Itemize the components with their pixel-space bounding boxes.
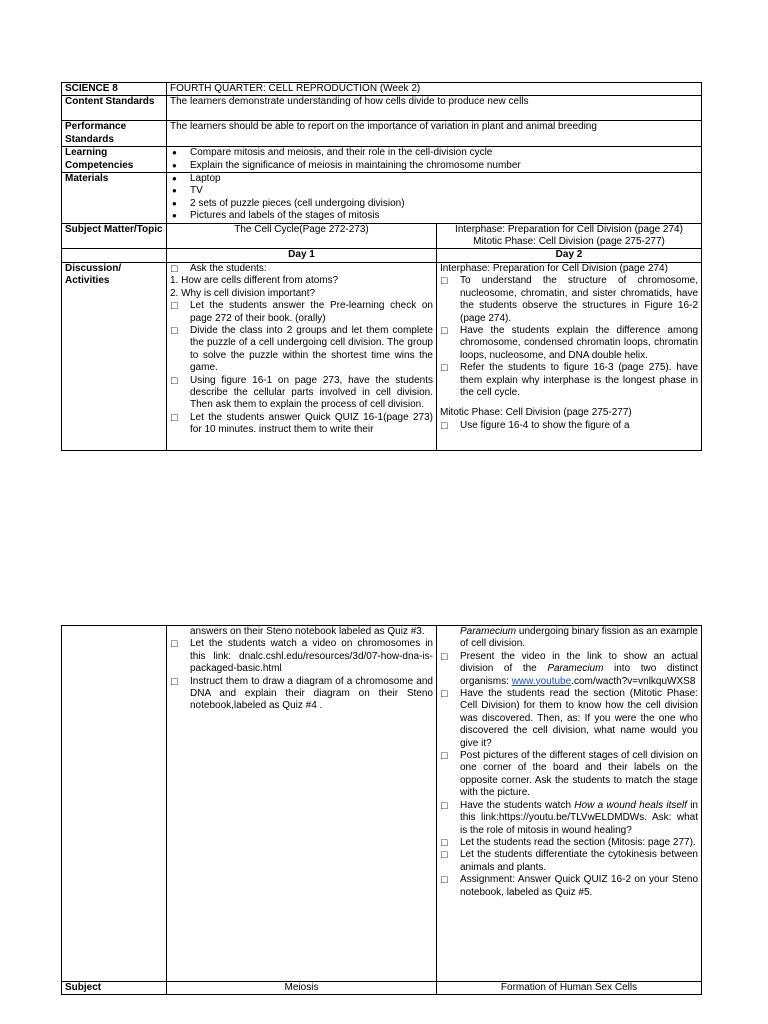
lesson-plan-table-page1 bbox=[61, 82, 702, 451]
video-text: into two distinct organisms: bbox=[460, 663, 698, 687]
activity-item: □ Let the students differentiate the cytokinesis between animals and plants. bbox=[440, 849, 698, 874]
discussion-label: Discussion/ Activities bbox=[62, 262, 167, 450]
competency-item: ● Explain the significance of meiosis in maintaining the chromosome number bbox=[170, 160, 698, 172]
activity-item: □ Have the students read the section (Mitotic Phase: Cell Division) for them to know how the cell division was discovered. Then, as: If you were the one who discovered the cell division, what name would you give it? bbox=[440, 688, 698, 750]
video-url-rest: .com/wacth?v=vnlkquWXS8 bbox=[571, 675, 696, 687]
activity-item: □ Assignment: Answer Quick QUIZ 16-2 on your Steno notebook, labeled as Quiz #5. bbox=[440, 874, 698, 899]
performance-standards-label: Performance Standards bbox=[62, 121, 167, 147]
activity-item bbox=[440, 800, 698, 837]
subject-day2-line1: Interphase: Preparation for Cell Division (page 274) bbox=[455, 223, 683, 235]
discussion-day2 bbox=[437, 262, 702, 450]
material-item: ● TV bbox=[170, 185, 698, 197]
activity-item: □ Let the students answer Quick QUIZ 16-1(page 273) for 10 minutes. instruct them to write their bbox=[170, 412, 433, 437]
content-standards-text: The learners demonstrate understanding of how cells divide to produce new cells bbox=[167, 96, 702, 121]
day-header-blank bbox=[62, 249, 167, 262]
subject-matter-label: Subject Matter/Topic bbox=[62, 223, 167, 249]
lesson-plan-table-page2 bbox=[61, 625, 702, 995]
activity-item: □ Post pictures of the different stages of cell division on one corner of the board and their labels on the opposite corner. Ask the students to match the stage with the picture. bbox=[440, 750, 698, 800]
competency-item: ● Compare mitosis and meiosis, and their role in the cell-division cycle bbox=[170, 147, 698, 159]
activity-item: □ Using figure 16-1 on page 273, have the students describe the cellular parts involved in cell division. Then ask them to explain the process of cell division. bbox=[170, 375, 433, 412]
subject-sex-cells: Formation of Human Sex Cells bbox=[437, 982, 702, 995]
material-item: ● 2 sets of puzzle pieces (cell undergoing division) bbox=[170, 198, 698, 210]
activity-item: □ Instruct them to draw a diagram of a chromosome and DNA and explain their diagram on their Steno notebook,labeled as Quiz #4 . bbox=[170, 676, 433, 713]
day1-header: Day 1 bbox=[167, 249, 437, 262]
activity-item: □ Let the students answer the Pre-learning check on page 272 of their book. (orally) bbox=[170, 300, 433, 325]
activity-item: □ Use figure 16-4 to show the figure of a bbox=[440, 420, 698, 432]
activity-item: □ To understand the structure of chromosome, nucleosome, chromatin, and sister chromatids, have the students observe the structures in Figure 16-2 (page 274). bbox=[440, 275, 698, 325]
learning-competencies-label: Learning Competencies bbox=[62, 147, 167, 173]
video-text: Present the video in the link to show an actual division of the bbox=[460, 650, 698, 675]
quarter-title: FOURTH QUARTER: CELL REPRODUCTION (Week 2) bbox=[167, 83, 702, 96]
materials-label: Materials bbox=[62, 173, 167, 224]
material-item: ● Laptop bbox=[170, 173, 698, 185]
subject-label: Subject bbox=[62, 982, 167, 995]
discussion-day2-cont bbox=[437, 626, 702, 982]
label-blank bbox=[62, 626, 167, 982]
ask-students: □ Ask the students: bbox=[170, 263, 433, 275]
paramecium-term: Paramecium bbox=[460, 626, 517, 637]
subject-code: SCIENCE 8 bbox=[62, 83, 167, 96]
subject-day2 bbox=[437, 223, 702, 249]
wound-text: in this link:https://youtu.be/TLVwELDMDWs. Ask: what is the role of mitosis in wound healing? bbox=[460, 799, 698, 836]
wound-text: Have the students watch bbox=[460, 799, 575, 811]
subject-meiosis: Meiosis bbox=[167, 982, 437, 995]
activity-item bbox=[440, 651, 698, 688]
subject-day2-line2: Mitotic Phase: Cell Division (page 275-277) bbox=[473, 236, 665, 248]
content-standards-label: Content Standards bbox=[62, 96, 167, 121]
quiz3-continued: answers on their Steno notebook labeled as Quiz #3. bbox=[190, 626, 425, 637]
activity-item: □ Let the students read the section (Mitosis: page 277). bbox=[440, 837, 698, 849]
activity-item: □ Have the students explain the difference among chromosome, condensed chromatin loops, chromatin loops, nucleosome, and DNA double helix. bbox=[440, 325, 698, 362]
wound-video-title: How a wound heals itself bbox=[574, 799, 687, 811]
question-1: 1. How are cells different from atoms? bbox=[170, 275, 339, 287]
paramecium-term: Paramecium bbox=[547, 663, 604, 675]
discussion-day1 bbox=[167, 262, 437, 450]
materials-cell bbox=[167, 173, 702, 224]
performance-standards-text: The learners should be able to report on the importance of variation in plant and animal breeding bbox=[167, 121, 702, 147]
activity-item: □ Refer the students to figure 16-3 (page 275). have them explain why interphase is the longest phase in the cell cycle. bbox=[440, 362, 698, 399]
activity-item: □ Divide the class into 2 groups and let them complete the puzzle of a cell undergoing cell division. The group to solve the puzzle within the shortest time wins the game. bbox=[170, 325, 433, 375]
subject-day1: The Cell Cycle(Page 272-273) bbox=[167, 223, 437, 249]
mitotic-heading: Mitotic Phase: Cell Division (page 275-277) bbox=[440, 407, 632, 419]
paramecium-rest: undergoing binary fission as an example of cell division. bbox=[460, 626, 698, 650]
discussion-day1-cont bbox=[167, 626, 437, 982]
paramecium-continued bbox=[440, 626, 698, 651]
learning-competencies-cell bbox=[167, 147, 702, 173]
material-item: ● Pictures and labels of the stages of mitosis bbox=[170, 210, 698, 222]
youtube-link[interactable]: www.youtube bbox=[511, 675, 572, 687]
interphase-heading: Interphase: Preparation for Cell Division (page 274) bbox=[440, 262, 668, 274]
activity-item: □ Let the students watch a video on chromosomes in this link: dnalc.cshl.edu/resources/3d/07-how-dna-is-packaged-basic.html bbox=[170, 638, 433, 675]
day2-header: Day 2 bbox=[437, 249, 702, 262]
question-2: 2. Why is cell division important? bbox=[170, 287, 316, 299]
